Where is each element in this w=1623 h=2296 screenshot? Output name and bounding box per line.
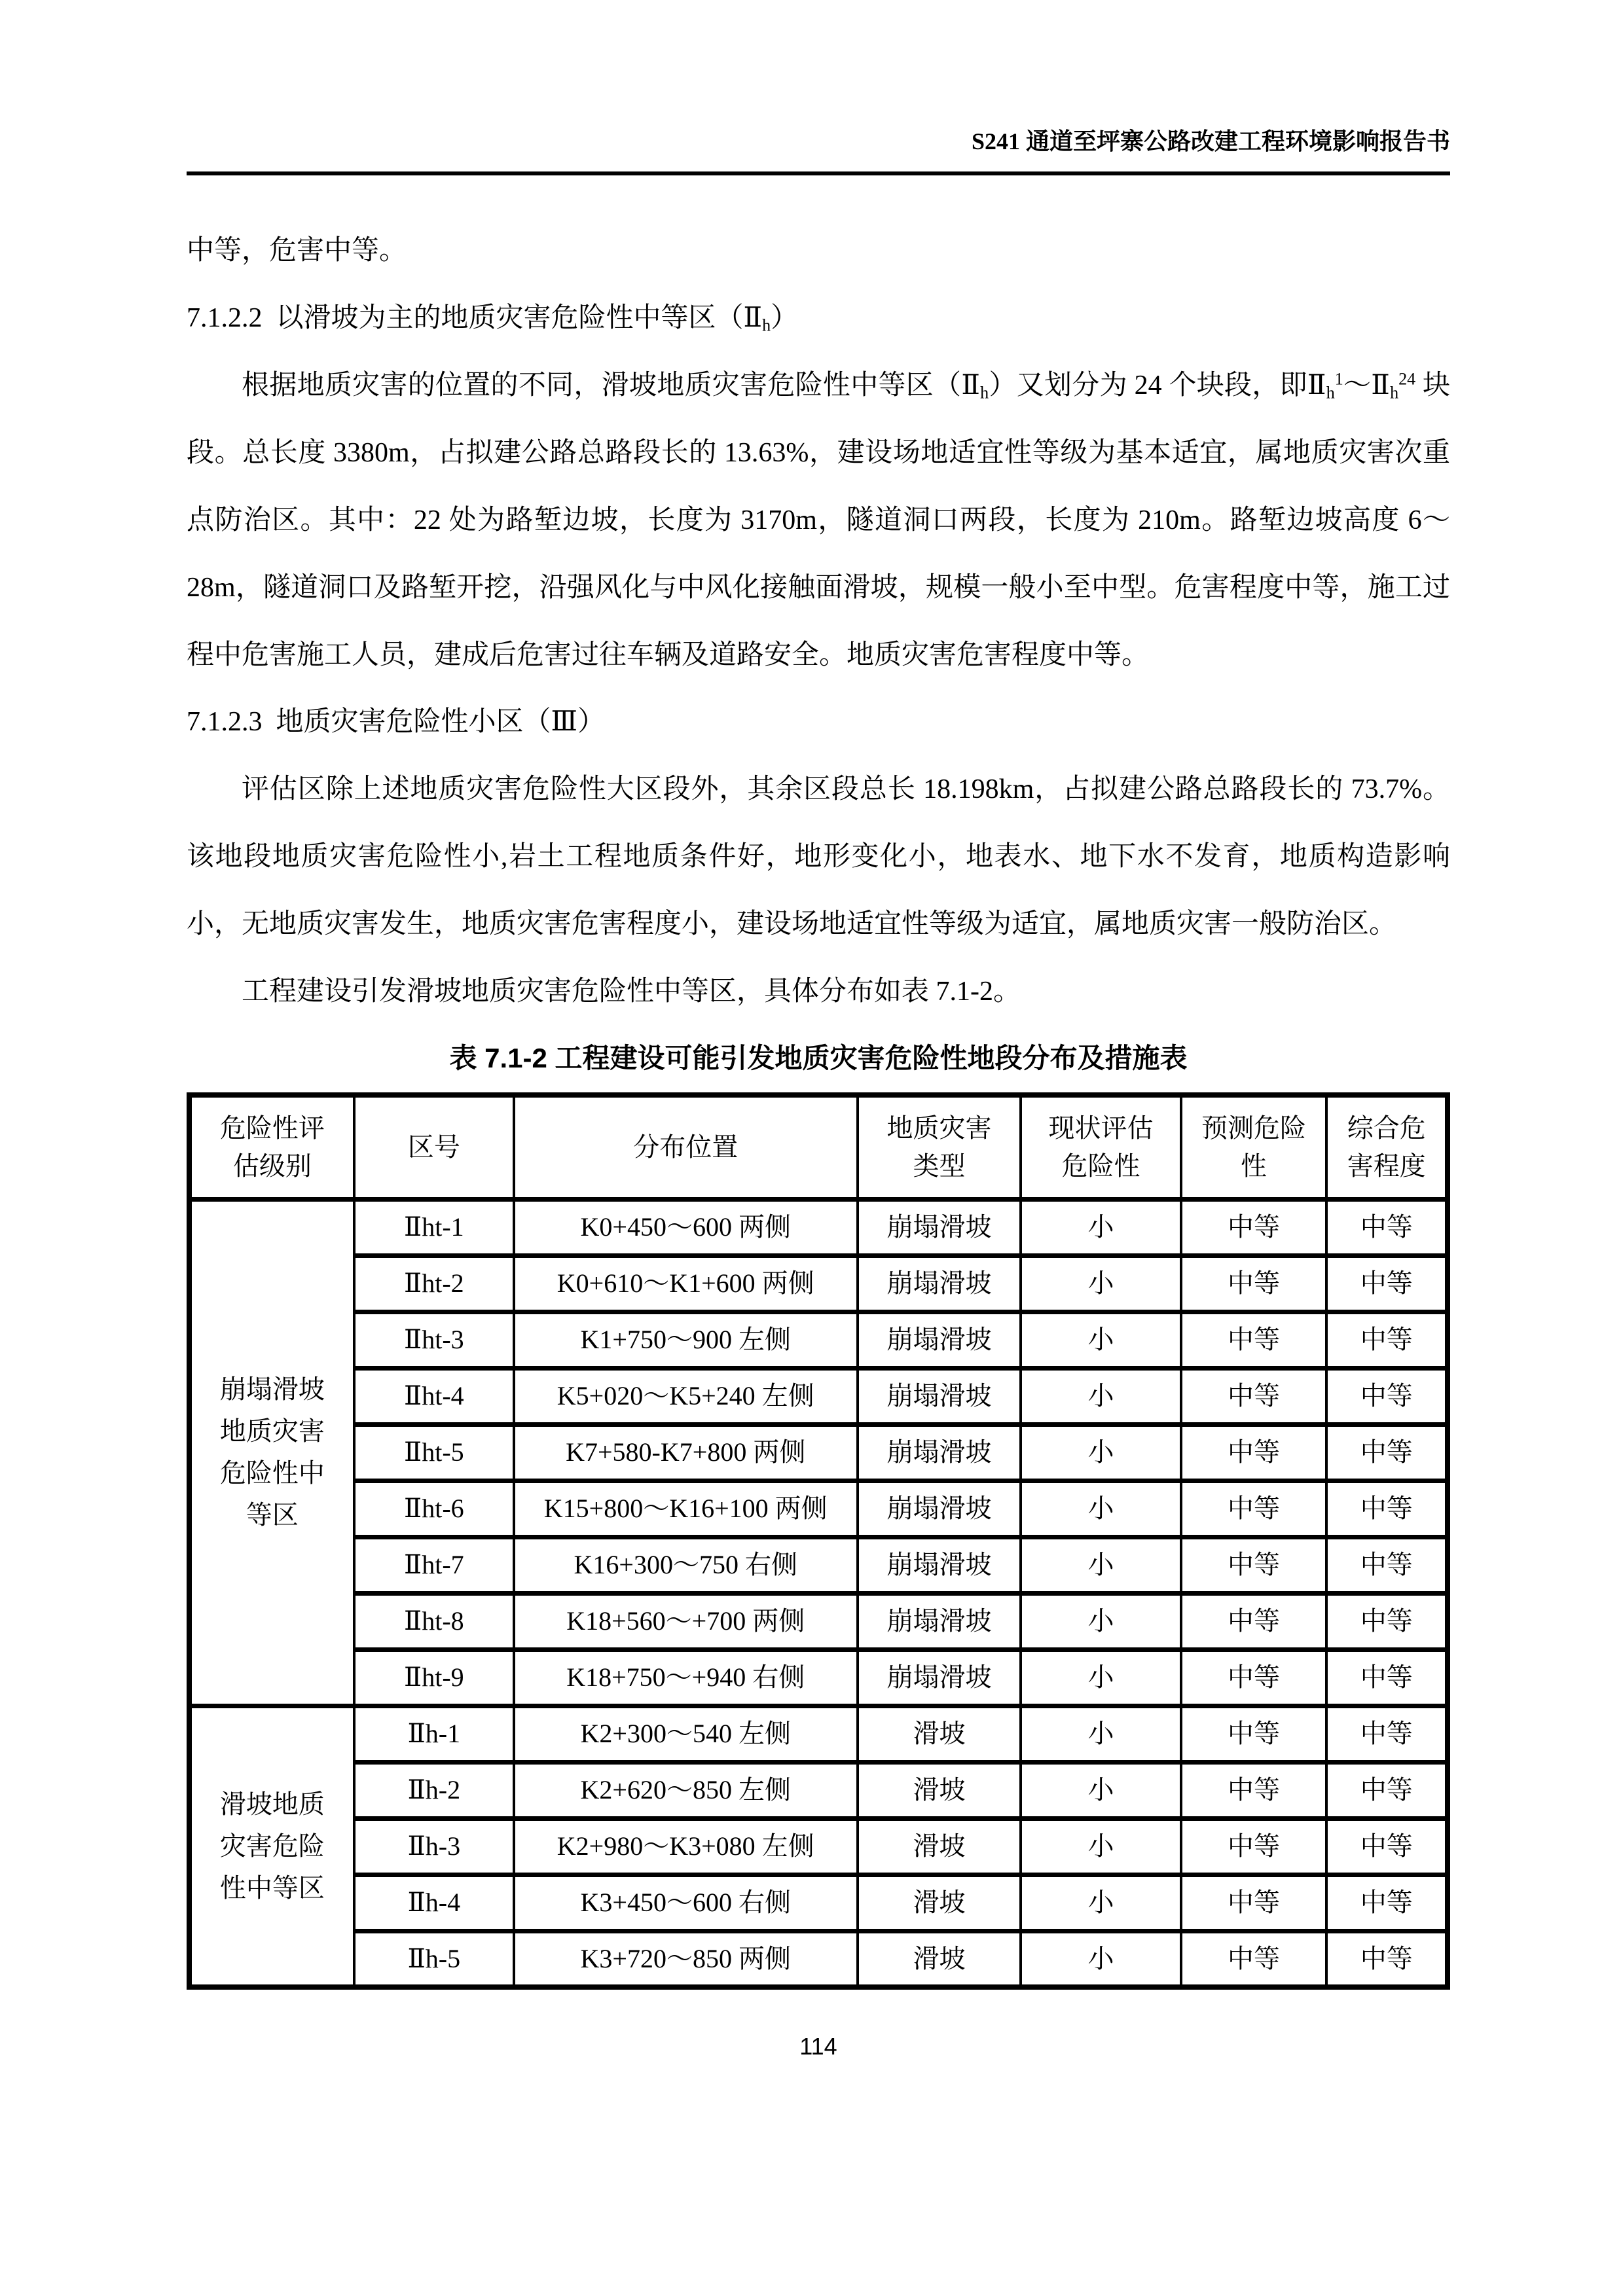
table-cell: K3+450～600 右侧 [514, 1874, 858, 1931]
table-cell: Ⅱh-5 [354, 1931, 514, 1987]
table-cell: K1+750～900 左侧 [514, 1312, 858, 1368]
table-row [189, 1706, 1448, 1762]
table-cell: 中等 [1326, 1480, 1448, 1537]
table-cell: 中等 [1181, 1537, 1327, 1593]
column-header: 综合危害程度 [1326, 1095, 1448, 1200]
table-cell: 中等 [1326, 1593, 1448, 1649]
table-row [189, 1199, 1448, 1255]
sub-run: h [980, 383, 989, 403]
text-run: 评估区除上述地质灾害危险性大区段外，其余区段总长 18.198km，占拟建公路总路段长的 73.7%。该地段地质灾害危险性小,岩土工程地质条件好，地形变化小，地表水、地下水不发育，地质构造影响小，无地质灾害发生，地质灾害危害程度小，建设场地适宜性等级为适宜，属地质灾害一般防治区。 [187, 774, 1450, 940]
table-cell: Ⅱht-6 [354, 1480, 514, 1537]
table-cell: 中等 [1326, 1818, 1448, 1874]
page-number: 114 [799, 2033, 837, 2060]
table-cell: 中等 [1181, 1368, 1327, 1424]
table-cell: 滑坡 [858, 1706, 1021, 1762]
table-cell: K3+720～850 两侧 [514, 1931, 858, 1987]
text-run: ～Ⅱ [1343, 370, 1391, 401]
table-header-row [189, 1095, 1448, 1200]
table-cell: 中等 [1326, 1368, 1448, 1424]
table-cell: 崩塌滑坡 [858, 1424, 1021, 1480]
table-cell: 小 [1021, 1874, 1180, 1931]
table-cell: Ⅱh-1 [354, 1706, 514, 1762]
paragraph-landslide-zone [187, 352, 1450, 689]
table-cell: 小 [1021, 1199, 1180, 1255]
table-cell: 中等 [1326, 1537, 1448, 1593]
table-cell: 小 [1021, 1255, 1180, 1312]
risk-distribution-table [187, 1092, 1450, 1990]
table-cell: Ⅱh-4 [354, 1874, 514, 1931]
table-row [189, 1593, 1448, 1649]
text-run: 7.1.2.2 以滑坡为主的地质灾害危险性中等区（Ⅱ [187, 303, 763, 334]
text-run: 工程建设引发滑坡地质灾害危险性中等区，具体分布如表 7.1-2。 [242, 976, 1021, 1007]
table-cell: 中等 [1181, 1762, 1327, 1818]
table-cell: Ⅱh-2 [354, 1762, 514, 1818]
table-cell: 中等 [1181, 1255, 1327, 1312]
table-cell: 中等 [1181, 1649, 1327, 1706]
section-heading-7-1-2-2 [187, 285, 1450, 352]
table-cell: Ⅱht-9 [354, 1649, 514, 1706]
table-row [189, 1095, 1448, 1200]
table-row [189, 1931, 1448, 1987]
table-row [189, 1368, 1448, 1424]
table-cell: Ⅱht-8 [354, 1593, 514, 1649]
paragraph-table-intro [187, 958, 1450, 1026]
table-cell: 小 [1021, 1593, 1180, 1649]
table-cell: 中等 [1181, 1199, 1327, 1255]
table-cell: 中等 [1326, 1706, 1448, 1762]
table-cell: 中等 [1181, 1818, 1327, 1874]
text-run: 根据地质灾害的位置的不同，滑坡地质灾害危险性中等区（Ⅱ [242, 370, 981, 401]
document-body [187, 217, 1450, 1026]
table-cell: 中等 [1326, 1649, 1448, 1706]
column-header: 现状评估危险性 [1021, 1095, 1180, 1200]
table-cell: 小 [1021, 1706, 1180, 1762]
section-heading-7-1-2-3 [187, 689, 1450, 756]
table-cell: K7+580-K7+800 两侧 [514, 1424, 858, 1480]
table-cell: K18+560～+700 两侧 [514, 1593, 858, 1649]
column-header: 危险性评估级别 [189, 1095, 354, 1200]
table-cell: 崩塌滑坡 [858, 1480, 1021, 1537]
table-cell: 中等 [1181, 1593, 1327, 1649]
table-cell: 崩塌滑坡 [858, 1199, 1021, 1255]
table-cell: 崩塌滑坡 [858, 1255, 1021, 1312]
table-cell: Ⅱht-2 [354, 1255, 514, 1312]
table-cell: K16+300～750 右侧 [514, 1537, 858, 1593]
table-cell: 中等 [1181, 1706, 1327, 1762]
table-row [189, 1874, 1448, 1931]
table-cell: 小 [1021, 1480, 1180, 1537]
table-row [189, 1312, 1448, 1368]
table-cell: 中等 [1181, 1480, 1327, 1537]
table-cell: 滑坡 [858, 1818, 1021, 1874]
group-label-cell: 崩塌滑坡地质灾害危险性中等区 [189, 1199, 354, 1706]
paragraph-low-risk-zone [187, 756, 1450, 958]
table-row [189, 1762, 1448, 1818]
table-cell: 小 [1021, 1931, 1180, 1987]
table-cell: 中等 [1326, 1199, 1448, 1255]
sub-run: h [1390, 383, 1399, 403]
table-cell: 崩塌滑坡 [858, 1593, 1021, 1649]
table-cell: Ⅱht-3 [354, 1312, 514, 1368]
table-cell: 中等 [1326, 1874, 1448, 1931]
sub-run: h [1326, 383, 1335, 403]
table-cell: 崩塌滑坡 [858, 1537, 1021, 1593]
page-header-title: S241 通道至坪寨公路改建工程环境影响报告书 [187, 128, 1450, 175]
table-cell: 滑坡 [858, 1931, 1021, 1987]
table-cell: 中等 [1326, 1931, 1448, 1987]
table-cell: Ⅱht-7 [354, 1537, 514, 1593]
table-cell: 中等 [1181, 1931, 1327, 1987]
group-label-cell: 滑坡地质灾害危险性中等区 [189, 1706, 354, 1987]
table-cell: 中等 [1326, 1424, 1448, 1480]
table-cell: 小 [1021, 1368, 1180, 1424]
column-header: 地质灾害类型 [858, 1095, 1021, 1200]
text-run: 中等，危害中等。 [187, 236, 407, 266]
table-cell: 中等 [1181, 1312, 1327, 1368]
table-caption: 表 7.1-2 工程建设可能引发地质灾害危险性地段分布及措施表 [449, 1042, 1188, 1073]
sup-run: 24 [1398, 369, 1416, 389]
table-cell: K2+300～540 左侧 [514, 1706, 858, 1762]
table-cell: 小 [1021, 1762, 1180, 1818]
table-cell: K2+980～K3+080 左侧 [514, 1818, 858, 1874]
text-run: 7.1.2.3 地质灾害危险性小区（Ⅲ） [187, 707, 606, 738]
table-cell: 中等 [1326, 1255, 1448, 1312]
column-header: 预测危险性 [1181, 1095, 1327, 1200]
table-cell: 滑坡 [858, 1874, 1021, 1931]
table-cell: 中等 [1326, 1312, 1448, 1368]
table-cell: 滑坡 [858, 1762, 1021, 1818]
table-cell: 小 [1021, 1649, 1180, 1706]
table-row [189, 1537, 1448, 1593]
table-cell: K0+610～K1+600 两侧 [514, 1255, 858, 1312]
table-cell: K5+020～K5+240 左侧 [514, 1368, 858, 1424]
table-cell: Ⅱht-5 [354, 1424, 514, 1480]
table-cell: Ⅱht-1 [354, 1199, 514, 1255]
table-row [189, 1818, 1448, 1874]
table-cell: K2+620～850 左侧 [514, 1762, 858, 1818]
table-cell: K0+450～600 两侧 [514, 1199, 858, 1255]
table-row [189, 1649, 1448, 1706]
table-cell: 中等 [1181, 1424, 1327, 1480]
table-cell: 崩塌滑坡 [858, 1649, 1021, 1706]
table-cell: 小 [1021, 1537, 1180, 1593]
paragraph-continuation [187, 217, 1450, 285]
table-row [189, 1424, 1448, 1480]
sub-run: h [762, 315, 771, 335]
column-header: 区号 [354, 1095, 514, 1200]
table-cell: 崩塌滑坡 [858, 1368, 1021, 1424]
table-cell: 中等 [1326, 1762, 1448, 1818]
text-run: ） [771, 303, 799, 334]
text-run: ）又划分为 24 个块段，即Ⅱ [989, 370, 1326, 401]
table-cell: Ⅱht-4 [354, 1368, 514, 1424]
table-row [189, 1255, 1448, 1312]
table-row [189, 1480, 1448, 1537]
sup-run: 1 [1334, 369, 1343, 389]
table-cell: 中等 [1181, 1874, 1327, 1931]
table-cell: Ⅱh-3 [354, 1818, 514, 1874]
table-cell: 小 [1021, 1424, 1180, 1480]
table-cell: 小 [1021, 1312, 1180, 1368]
table-cell: K15+800～K16+100 两侧 [514, 1480, 858, 1537]
table-cell: 崩塌滑坡 [858, 1312, 1021, 1368]
table-cell: K18+750～+940 右侧 [514, 1649, 858, 1706]
text-run: 块段。总长度 3380m，占拟建公路总路段长的 13.63%，建设场地适宜性等级为基本适宜，属地质灾害次重点防治区。其中：22 处为路堑边坡，长度为 3170m，隧道洞口两段，长度为 210m。路堑边坡高度 6～28m，隧道洞口及路堑开挖，沿强风化与中风化接触面滑坡，规模一般小至中型。危害程度中等，施工过程中危害施工人员，建成后危害过往车辆及道路安全。地质灾害危害程度中等。 [187, 370, 1450, 670]
column-header: 分布位置 [514, 1095, 858, 1200]
table-cell: 小 [1021, 1818, 1180, 1874]
